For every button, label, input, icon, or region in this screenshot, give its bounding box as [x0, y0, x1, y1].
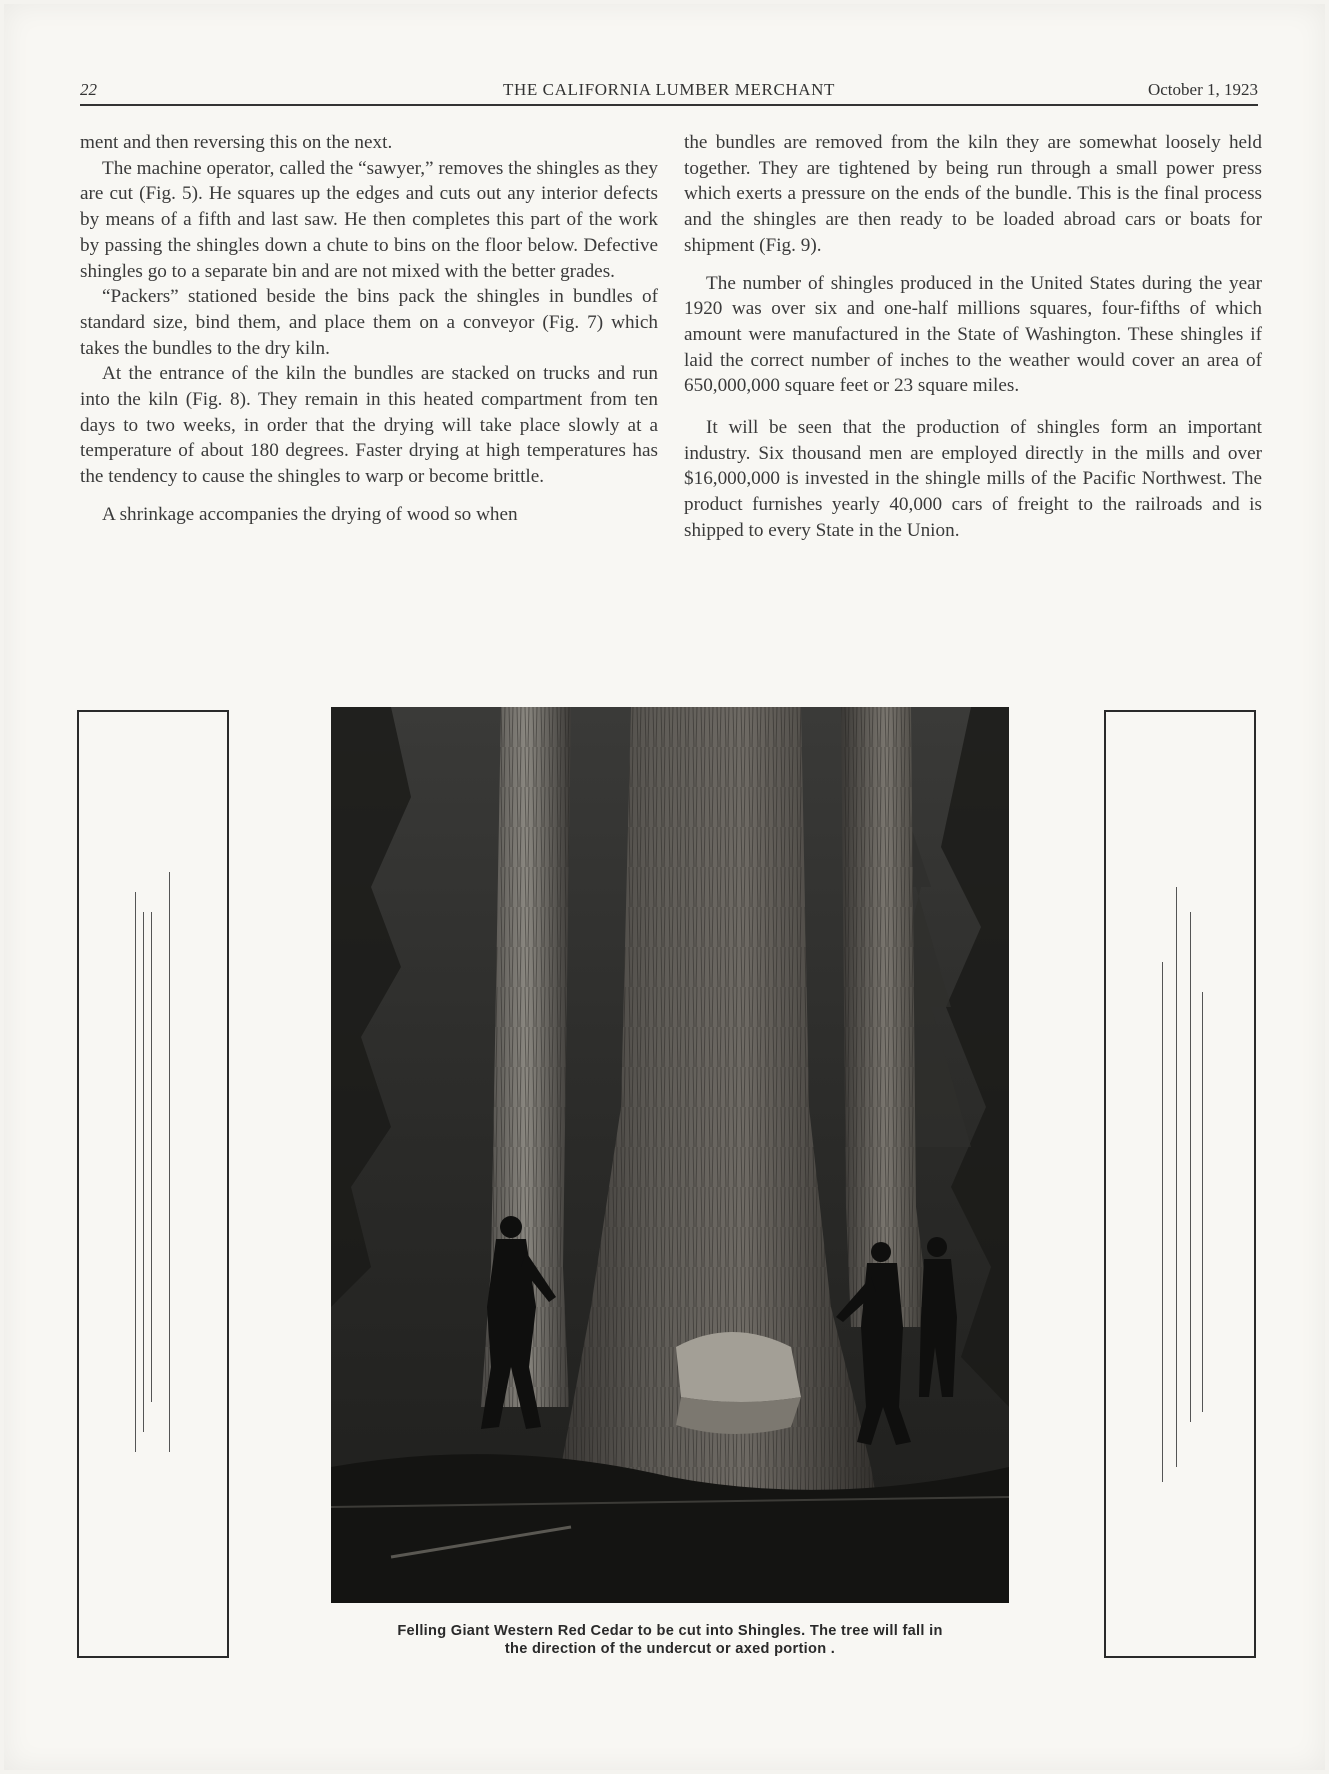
paragraph: “Packers” stationed beside the bins pack the shingles in bundles of standard size, bind them, and place them on a conveyor (Fig. 7) which takes the bundles to the dry kiln. — [80, 286, 658, 359]
page-number: 22 — [80, 80, 97, 99]
caption-line: the direction of the undercut or axed portion . — [504, 1641, 836, 1657]
running-header — [80, 78, 1258, 106]
figure-caption — [300, 1622, 1040, 1658]
header-rule — [80, 104, 1258, 106]
cedar-photograph — [331, 707, 1009, 1603]
paragraph: At the entrance of the kiln the bundles are stacked on trucks and run into the kiln (Fig. 8). They remain in this heated compartment from ten days to two weeks, in order that the drying will take place slowly at a temperature of about 180 degrees. Faster drying at high temperatures has the tendency to cause the shingles to warp or become brittle. — [80, 363, 658, 488]
paragraph: ment and then reversing this on the next. — [80, 132, 393, 153]
issue-date: October 1, 1923 — [1147, 80, 1258, 99]
frame-rule — [1190, 912, 1191, 1422]
left-decorative-frame — [77, 710, 229, 1658]
paragraph: the bundles are removed from the kiln they are somewhat loosely held together. They are tightened by being run through a small power press which exerts a pressure on the ends of the bundle. This is the final process and the shingles are then ready to be loaded abroad cars or boats for shipment (Fig. 9). — [684, 132, 1262, 256]
right-decorative-frame — [1104, 710, 1256, 1658]
right-column — [684, 130, 1262, 544]
paragraph: It will be seen that the production of shingles form an important industry. Six thousand men are employed directly in the mills and over $16,000,000 is invested in the shingle mills of the Pacific Northwest. The product furnishes yearly 40,000 cars of freight to the railroads and is shipped to every State in the Union. — [684, 417, 1262, 541]
forest-scene-image — [331, 707, 1009, 1603]
paragraph: The number of shingles produced in the United States during the year 1920 was over six and one-half millions squares, four-fifths of which amount were manufactured in the State of Washington. These shingles if laid the correct number of inches to the weather would cover an area of 650,000,000 square feet or 23 square miles. — [684, 272, 1262, 397]
paragraph: The machine operator, called the “sawyer,” removes the shingles as they are cut (Fig. 5). He squares up the edges and cuts out any interior defects by means of a fifth and last saw. He then completes this part of the work by passing the shingles down a chute to bins on the floor below. Defective shingles go to a separate bin and are not mixed with the better grades. — [80, 157, 658, 282]
caption-line: Felling Giant Western Red Cedar to be cut into Shingles. The tree will fall in — [397, 1623, 943, 1639]
paragraph: A shrinkage accompanies the drying of wood so when — [102, 503, 518, 525]
frame-rule — [143, 912, 144, 1432]
publication-title: THE CALIFORNIA LUMBER MERCHANT — [502, 80, 836, 99]
frame-rule — [1162, 962, 1163, 1482]
frame-rule — [135, 892, 136, 1452]
frame-rule — [1176, 887, 1177, 1467]
left-column — [80, 130, 658, 528]
frame-rule — [1202, 992, 1203, 1412]
frame-rule — [169, 872, 170, 1452]
frame-rule — [151, 912, 152, 1402]
